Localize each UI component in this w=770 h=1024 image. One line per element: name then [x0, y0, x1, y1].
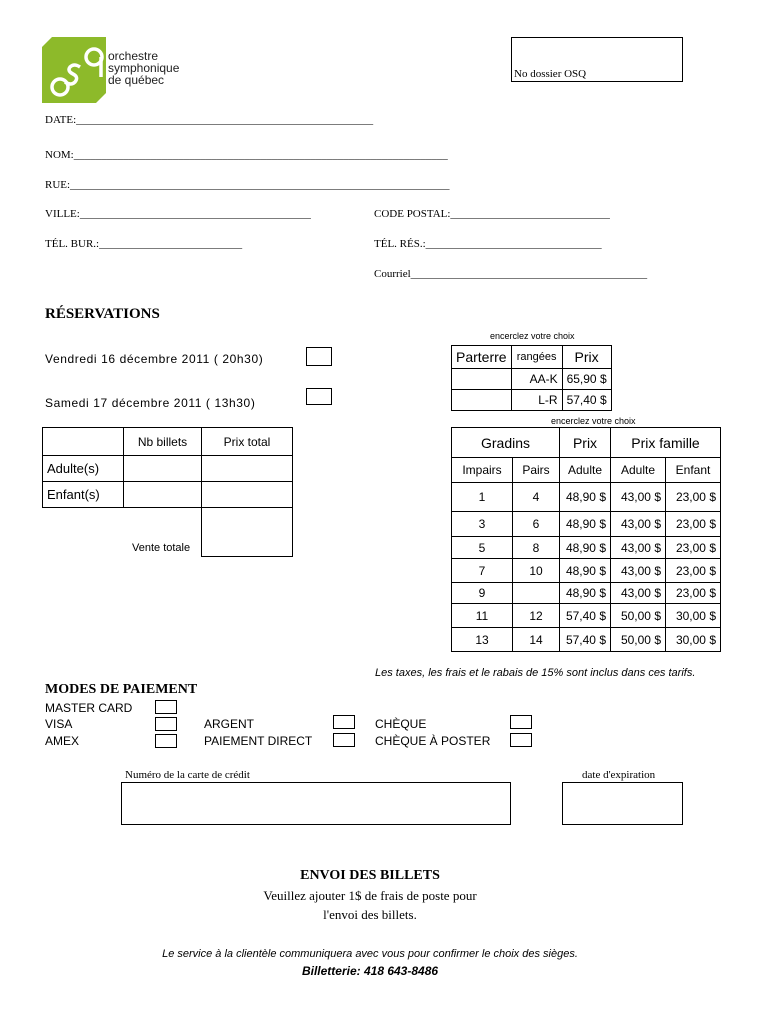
envoi-line-2: l'envoi des billets.: [323, 907, 417, 922]
enfants-prix-total-input[interactable]: [202, 482, 293, 508]
cheque-poster-checkbox[interactable]: [510, 733, 532, 747]
dossier-label: No dossier OSQ: [514, 68, 587, 80]
price-cell: 57,40 $: [562, 390, 611, 411]
famille-adulte-price-cell: 43,00 $: [611, 537, 666, 559]
ville-field[interactable]: VILLE:__________________________________________: [45, 208, 311, 220]
logo-line-3: de québec: [108, 73, 165, 87]
rue-field[interactable]: RUE:_____________________________________________________________________: [45, 179, 450, 191]
famille-adulte-price-cell: 50,00 $: [611, 628, 666, 652]
gradins-header: Gradins: [452, 428, 560, 458]
parterre-cell: [452, 390, 512, 411]
adultes-label: Adulte(s): [43, 456, 124, 482]
mastercard-label: MASTER CARD: [45, 701, 133, 715]
famille-enfant-price-cell: 23,00 $: [666, 512, 721, 537]
date-1-checkbox[interactable]: [306, 347, 332, 366]
pair-cell[interactable]: 10: [513, 559, 560, 583]
osq-logo-mark: [42, 37, 106, 103]
pair-cell[interactable]: [513, 583, 560, 604]
encerclez-note-1: encerclez votre choix: [490, 331, 575, 341]
impair-cell[interactable]: 5: [452, 537, 513, 559]
service-note: Le service à la clientèle communiquera avec vous pour confirmer le choix des sièges.: [162, 948, 578, 960]
cheque-poster-label: CHÈQUE À POSTER: [375, 734, 491, 748]
famille-adulte-price-cell: 43,00 $: [611, 559, 666, 583]
impair-cell[interactable]: 13: [452, 628, 513, 652]
famille-enfant-price-cell: 23,00 $: [666, 583, 721, 604]
date-field[interactable]: DATE:______________________________________________________: [45, 114, 374, 126]
nb-billets-header: Nb billets: [124, 428, 202, 456]
impair-cell[interactable]: 9: [452, 583, 513, 604]
paiement-title: MODES DE PAIEMENT: [45, 682, 198, 697]
gradins-row: [452, 628, 721, 652]
impair-cell[interactable]: 7: [452, 559, 513, 583]
cheque-checkbox[interactable]: [510, 715, 532, 729]
rangees-header: rangées: [511, 346, 562, 369]
famille-enfant-price-cell: 23,00 $: [666, 559, 721, 583]
gradins-row: [452, 537, 721, 559]
rangee-cell[interactable]: AA-K: [511, 369, 562, 390]
impair-cell[interactable]: 1: [452, 483, 513, 512]
prix-header: Prix: [560, 428, 611, 458]
adulte-header: Adulte: [560, 458, 611, 483]
date-option-1: Vendredi 16 décembre 2011 ( 20h30): [45, 352, 264, 366]
famille-adulte-price-cell: 43,00 $: [611, 512, 666, 537]
gradins-row: [452, 483, 721, 512]
famille-enfant-price-cell: 30,00 $: [666, 604, 721, 628]
envoi-line-1: Veuillez ajouter 1$ de frais de poste pour: [263, 888, 477, 903]
argent-label: ARGENT: [204, 717, 255, 731]
visa-label: VISA: [45, 717, 73, 731]
gradins-table: [451, 427, 721, 652]
parterre-table: [451, 345, 612, 411]
tel-res-field[interactable]: TÉL. RÉS.:________________________________: [374, 238, 602, 250]
osq-logo: [42, 37, 106, 103]
adulte-price-cell: 48,90 $: [560, 512, 611, 537]
adulte-price-cell: 48,90 $: [560, 483, 611, 512]
impair-cell[interactable]: 11: [452, 604, 513, 628]
expiration-label: date d'expiration: [582, 769, 656, 781]
enfants-label: Enfant(s): [43, 482, 124, 508]
amex-checkbox[interactable]: [155, 734, 177, 748]
famille-adulte-price-cell: 43,00 $: [611, 583, 666, 604]
nom-field[interactable]: NOM:____________________________________________________________________: [45, 149, 448, 161]
pair-cell[interactable]: 14: [513, 628, 560, 652]
encerclez-note-2: encerclez votre choix: [551, 416, 636, 426]
rangee-cell[interactable]: L-R: [511, 390, 562, 411]
famille-adulte-price-cell: 50,00 $: [611, 604, 666, 628]
prix-famille-header: Prix famille: [611, 428, 721, 458]
order-table: [42, 427, 293, 508]
gradins-row: [452, 559, 721, 583]
gradins-row: [452, 583, 721, 604]
adulte-price-cell: 57,40 $: [560, 604, 611, 628]
amex-label: AMEX: [45, 734, 80, 748]
famille-enfant-price-cell: 30,00 $: [666, 628, 721, 652]
paiement-direct-label: PAIEMENT DIRECT: [204, 734, 313, 748]
visa-checkbox[interactable]: [155, 717, 177, 731]
pair-cell[interactable]: 12: [513, 604, 560, 628]
mastercard-checkbox[interactable]: [155, 700, 177, 714]
famille-adulte-header: Adulte: [611, 458, 666, 483]
price-cell: 65,90 $: [562, 369, 611, 390]
gradins-row: [452, 512, 721, 537]
envoi-title: ENVOI DES BILLETS: [300, 868, 440, 883]
code-postal-field[interactable]: CODE POSTAL:_____________________________: [374, 208, 610, 220]
adulte-price-cell: 48,90 $: [560, 559, 611, 583]
famille-enfant-price-cell: 23,00 $: [666, 483, 721, 512]
card-number-label: Numéro de la carte de crédit: [125, 769, 250, 781]
courriel-field[interactable]: Courriel___________________________________________: [374, 268, 648, 280]
prix-total-header: Prix total: [202, 428, 293, 456]
date-option-2: Samedi 17 décembre 2011 ( 13h30): [45, 396, 256, 410]
taxes-note: Les taxes, les frais et le rabais de 15% sont inclus dans ces tarifs.: [375, 667, 696, 679]
card-number-input[interactable]: [121, 782, 511, 825]
adulte-price-cell: 57,40 $: [560, 628, 611, 652]
adulte-price-cell: 48,90 $: [560, 583, 611, 604]
dossier-box[interactable]: [511, 37, 683, 82]
paiement-direct-checkbox[interactable]: [333, 733, 355, 747]
tel-bur-field[interactable]: TÉL. BUR.:__________________________: [45, 238, 243, 250]
logo-text: [108, 50, 179, 86]
parterre-header: Parterre: [452, 346, 512, 369]
date-2-checkbox[interactable]: [306, 388, 332, 405]
pair-cell[interactable]: 4: [513, 483, 560, 512]
cheque-label: CHÈQUE: [375, 717, 427, 731]
parterre-cell: [452, 369, 512, 390]
pair-cell[interactable]: 6: [513, 512, 560, 537]
impairs-header: Impairs: [452, 458, 513, 483]
argent-checkbox[interactable]: [333, 715, 355, 729]
billetterie-phone: Billetterie: 418 643-8486: [301, 964, 439, 978]
impair-cell[interactable]: 3: [452, 512, 513, 537]
vente-totale-label: Vente totale: [132, 542, 191, 554]
logo-line-1: orchestre: [108, 49, 159, 63]
reservations-title: RÉSERVATIONS: [45, 306, 160, 322]
enfants-nb-billets-input[interactable]: [124, 482, 202, 508]
order-header-blank: [43, 428, 124, 456]
adultes-nb-billets-input[interactable]: [124, 456, 202, 482]
adultes-prix-total-input[interactable]: [202, 456, 293, 482]
famille-enfant-price-cell: 23,00 $: [666, 537, 721, 559]
gradins-row: [452, 604, 721, 628]
famille-enfant-header: Enfant: [666, 458, 721, 483]
famille-adulte-price-cell: 43,00 $: [611, 483, 666, 512]
adulte-price-cell: 48,90 $: [560, 537, 611, 559]
prix-header: Prix: [562, 346, 611, 369]
expiration-input[interactable]: [562, 782, 683, 825]
pairs-header: Pairs: [513, 458, 560, 483]
logo-line-2: symphonique: [108, 61, 180, 75]
vente-totale-input[interactable]: [201, 507, 293, 557]
pair-cell[interactable]: 8: [513, 537, 560, 559]
